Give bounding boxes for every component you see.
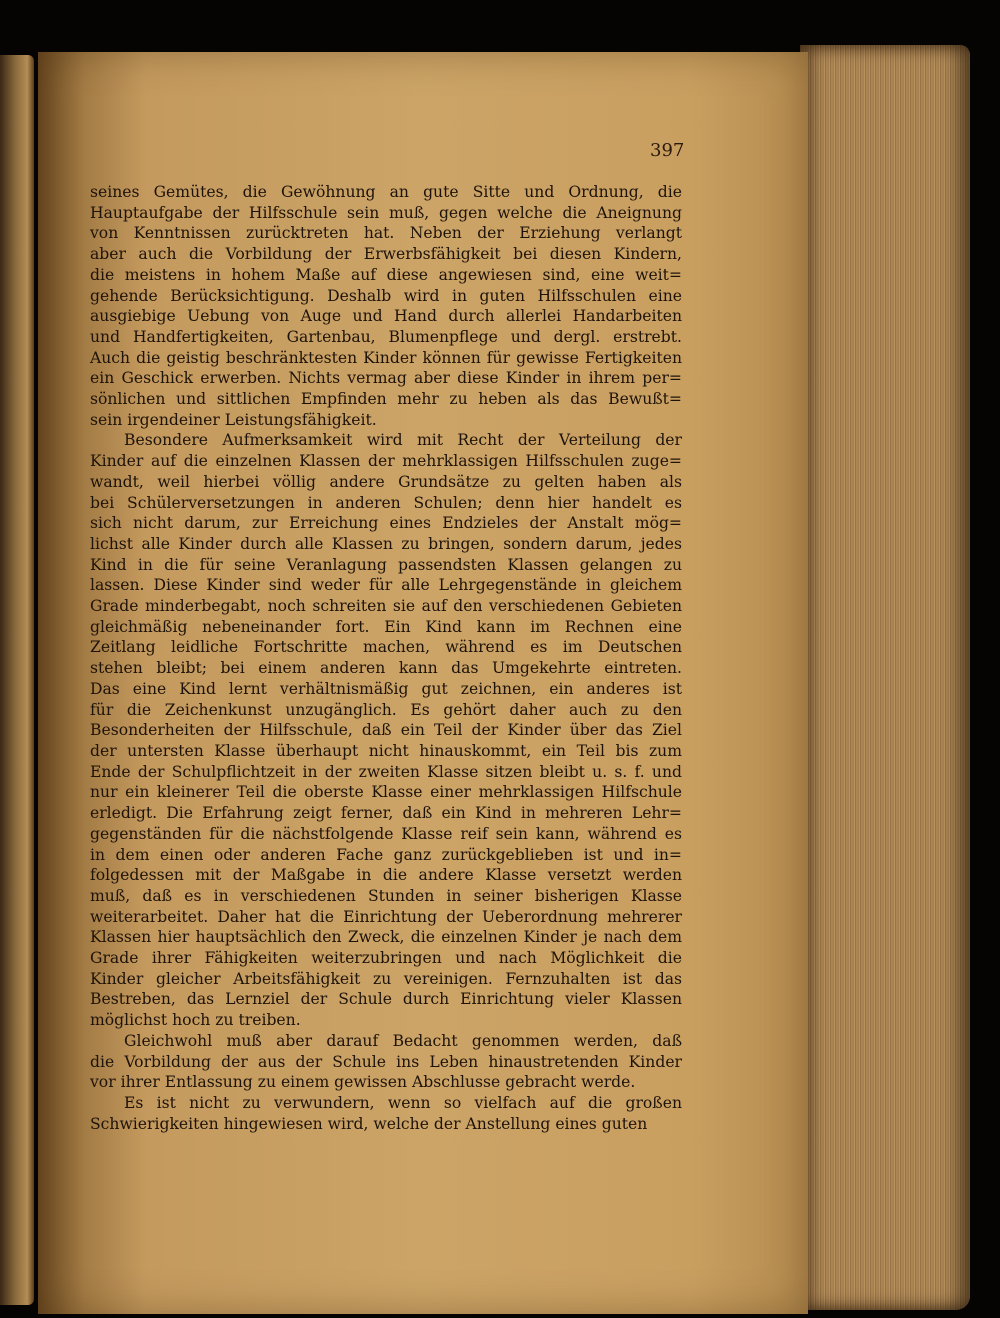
text-line: Hauptaufgabe der Hilfsschule sein muß, gegen welche die Aneignung <box>90 203 682 222</box>
text-line: Das eine Kind lernt verhältnismäßig gut zeichnen, ein anderes ist <box>90 679 682 698</box>
text-line: Bestreben, das Lernziel der Schule durch Einrichtung vieler Klassen <box>90 990 682 1009</box>
text-line: wandt, weil hierbei völlig andere Grundsätze zu gelten haben als <box>90 472 682 491</box>
text-line: sein irgendeiner Leistungsfähigkeit. <box>90 410 377 429</box>
text-line: Es ist nicht zu verwundern, wenn so vielfach auf die großen <box>124 1093 682 1112</box>
text-line: ein Geschick erwerben. Nichts vermag aber diese Kinder in ihrem per= <box>90 369 682 388</box>
text-line: Ende der Schulpflichtzeit in der zweiten Klasse sitzen bleibt u. s. f. und <box>90 762 682 781</box>
text-line: muß, daß es in verschiedenen Stunden in seiner bisherigen Klasse <box>90 886 682 905</box>
text-line: der untersten Klasse überhaupt nicht hinauskommt, ein Teil bis zum <box>90 741 682 760</box>
text-line: von Kenntnissen zurücktreten hat. Neben der Erziehung verlangt <box>90 224 682 243</box>
text-line: Besondere Aufmerksamkeit wird mit Recht der Verteilung der <box>124 431 682 450</box>
text-line: Grade ihrer Fähigkeiten weiterzubringen und nach Möglichkeit die <box>90 949 682 968</box>
paragraph <box>90 1031 682 1093</box>
text-line: Zeitlang leidliche Fortschritte machen, während es im Deutschen <box>90 638 682 657</box>
text-line: Kinder gleicher Arbeitsfähigkeit zu vereinigen. Fernzuhalten ist das <box>90 969 682 988</box>
text-line: gleichmäßig nebeneinander fort. Ein Kind kann im Rechnen eine <box>90 617 682 636</box>
text-line: sönlichen und sittlichen Empfinden mehr zu heben als das Bewußt= <box>90 390 682 409</box>
text-line: Kinder auf die einzelnen Klassen der mehrklassigen Hilfsschulen zuge= <box>90 452 682 471</box>
text-line: Besonderheiten der Hilfsschule, daß ein Teil der Kinder über das Ziel <box>90 721 682 740</box>
text-line: Klassen hier hauptsächlich den Zweck, die einzelnen Kinder je nach dem <box>90 928 682 947</box>
text-line: Auch die geistig beschränktesten Kinder können für gewisse Fertigkeiten <box>90 348 682 367</box>
text-line: aber auch die Vorbildung der Erwerbsfähigkeit bei diesen Kindern, <box>90 245 682 264</box>
paragraph <box>90 182 682 430</box>
text-line: folgedessen mit der Maßgabe in die andere Klasse versetzt werden <box>90 866 682 885</box>
text-line: Kind in die für seine Veranlagung passendsten Klassen gelangen zu <box>90 555 682 574</box>
text-line: gehende Berücksichtigung. Deshalb wird in guten Hilfsschulen eine <box>90 286 682 305</box>
text-line: Grade minderbegabt, noch schreiten sie auf den verschiedenen Gebieten <box>90 597 682 616</box>
text-line: vor ihrer Entlassung zu einem gewissen Abschlusse gebracht werde. <box>90 1073 636 1092</box>
text-line: gegenständen für die nächstfolgende Klasse reif sein kann, während es <box>90 824 682 843</box>
text-line: nur ein kleinerer Teil die oberste Klasse einer mehrklassigen Hilfschule <box>90 783 682 802</box>
text-line: weiterarbeitet. Daher hat die Einrichtung der Ueberordnung mehrerer <box>90 907 682 926</box>
body-text <box>90 182 682 1134</box>
text-line: lichst alle Kinder durch alle Klassen zu bringen, sondern darum, jedes <box>90 534 682 553</box>
text-line: Schwierigkeiten hingewiesen wird, welche der Anstellung eines guten <box>90 1114 648 1133</box>
text-line: möglichst hoch zu treiben. <box>90 1011 301 1030</box>
text-line: die Vorbildung der aus der Schule ins Leben hinaustretenden Kinder <box>90 1052 682 1071</box>
text-line: die meistens in hohem Maße auf diese angewiesen sind, eine weit= <box>90 265 682 284</box>
text-line: sich nicht darum, zur Erreichung eines Endzieles der Anstalt mög= <box>90 514 682 533</box>
text-line: bei Schülerversetzungen in anderen Schulen; denn hier handelt es <box>90 493 682 512</box>
paragraph <box>90 1093 682 1134</box>
text-line: und Handfertigkeiten, Gartenbau, Blumenpflege und dergl. erstrebt. <box>90 327 682 346</box>
text-line: Gleichwohl muß aber darauf Bedacht genommen werden, daß <box>124 1031 682 1050</box>
text-line: ausgiebige Uebung von Auge und Hand durch allerlei Handarbeiten <box>90 307 682 326</box>
text-line: lassen. Diese Kinder sind weder für alle Lehrgegenstände in gleichem <box>90 576 682 595</box>
page-number: 397 <box>650 140 685 161</box>
text-line: seines Gemütes, die Gewöhnung an gute Sitte und Ordnung, die <box>90 183 682 201</box>
text-line: erledigt. Die Erfahrung zeigt ferner, daß ein Kind in mehreren Lehr= <box>90 804 682 823</box>
text-line: für die Zeichenkunst unzugänglich. Es gehört daher auch zu den <box>90 700 682 719</box>
text-line: in dem einen oder anderen Fache ganz zurückgeblieben ist und in= <box>90 845 682 864</box>
paragraph <box>90 430 682 1030</box>
facing-page-edge <box>0 55 34 1305</box>
book-page-block <box>800 45 970 1310</box>
text-line: stehen bleibt; bei einem anderen kann das Umgekehrte eintreten. <box>90 659 682 678</box>
